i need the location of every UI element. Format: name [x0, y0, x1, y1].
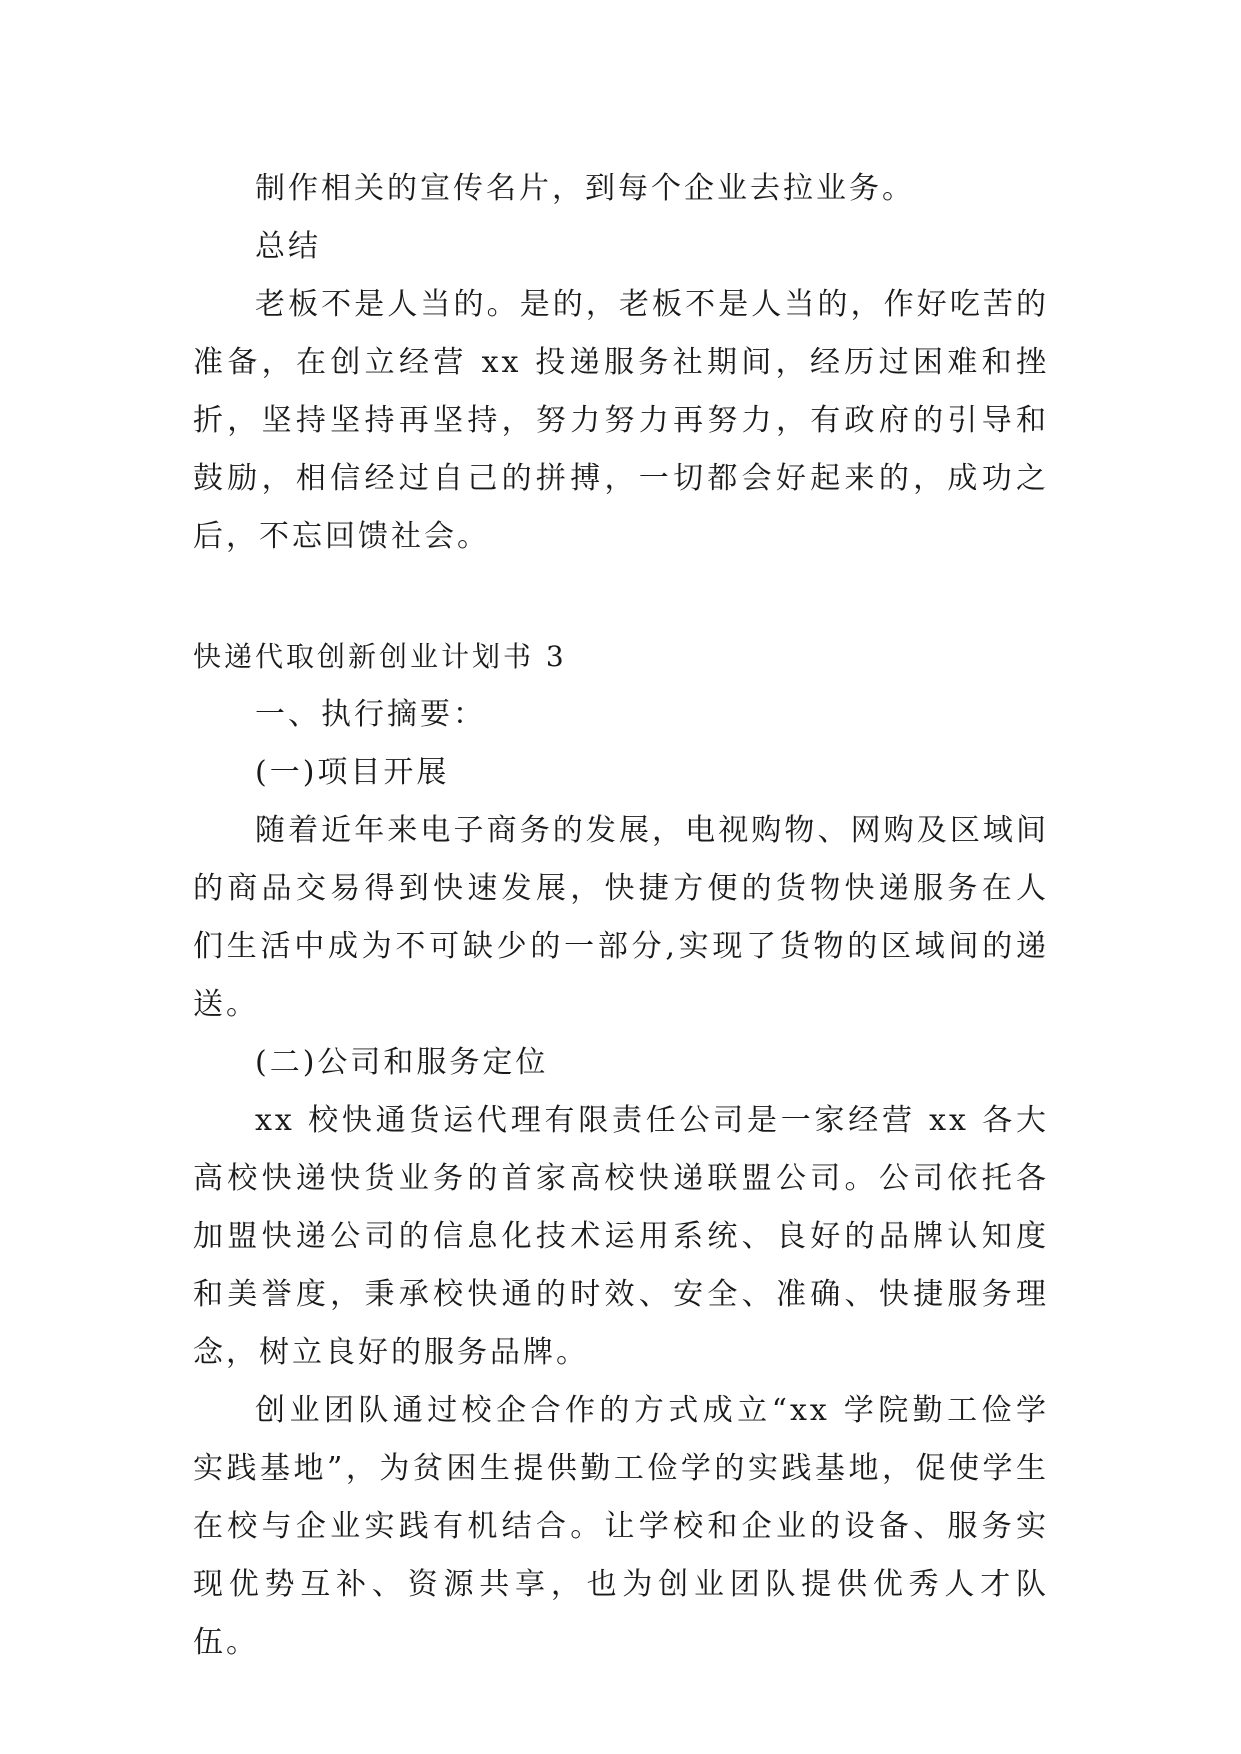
paragraph: 创业团队通过校企合作的方式成立“xx 学院勤工俭学实践基地”，为贫困生提供勤工俭学的实践基地，促使学生在校与企业实践有机结合。让学校和企业的设备、服务实现优势互补、资源共享，也为创业团队提供优秀人才队伍。	[193, 1393, 1049, 1660]
document-body	[193, 160, 1049, 1672]
heading-executive-summary: 一、执行摘要：	[255, 697, 486, 732]
heading-summary: 总结	[255, 229, 321, 264]
paragraph: 制作相关的宣传名片，到每个企业去拉业务。	[255, 171, 915, 206]
paragraph: xx 校快通货运代理有限责任公司是一家经营 xx 各大高校快递快货业务的首家高校快递联盟公司。公司依托各加盟快递公司的信息化技术运用系统、良好的品牌认知度和美誉度，秉承校快通的时效、安全、准确、快捷服务理念，树立良好的服务品牌。	[193, 1103, 1049, 1370]
paragraph: 老板不是人当的。是的，老板不是人当的，作好吃苦的准备，在创立经营 xx 投递服务社期间，经历过困难和挫折，坚持坚持再坚持，努力努力再努力，有政府的引导和鼓励，相信经过自己的拼搏，一切都会好起来的，成功之后，不忘回馈社会。	[193, 287, 1049, 554]
subheading-positioning: (二)公司和服务定位	[255, 1045, 549, 1080]
paragraph: 随着近年来电子商务的发展，电视购物、网购及区域间的商品交易得到快速发展，快捷方便的货物快递服务在人们生活中成为不可缺少的一部分,实现了货物的区域间的递送。	[193, 813, 1049, 1022]
subheading-project: (一)项目开展	[255, 755, 450, 790]
section-title: 快递代取创新创业计划书 3	[193, 640, 567, 673]
